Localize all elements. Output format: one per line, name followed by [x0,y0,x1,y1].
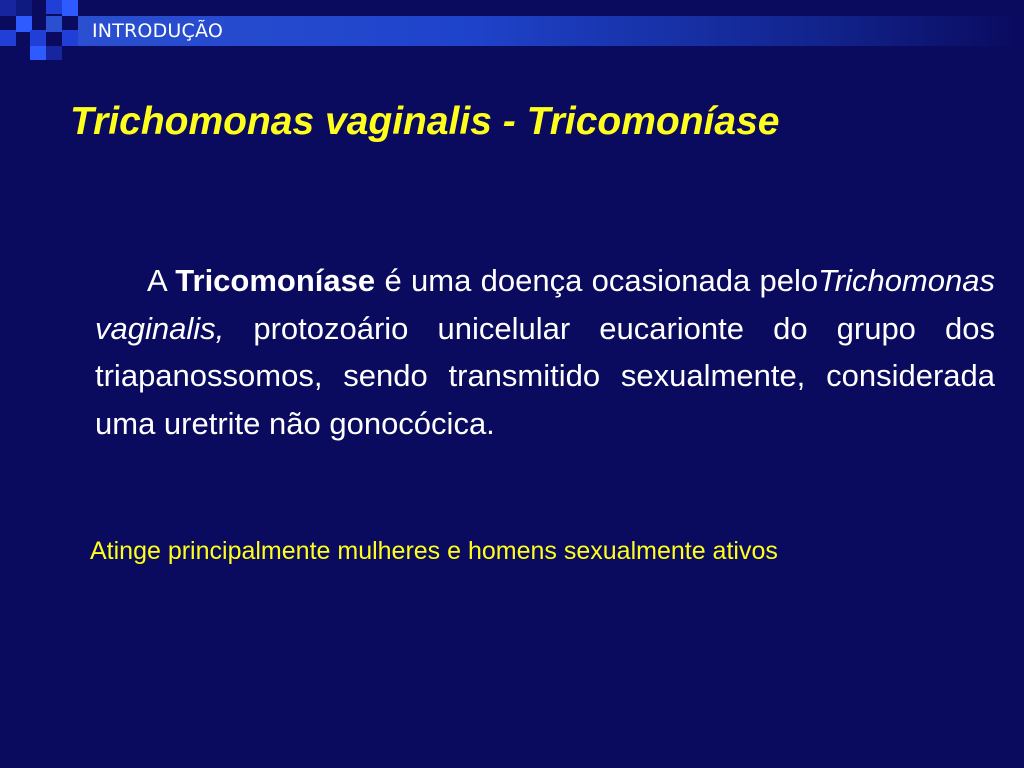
paragraph-lead: A [147,263,166,298]
paragraph-text-2: protozoário unicelular eucarionte do grupo dos triapanossomos, sendo transmitido sexualmente, considerada uma uretrite não gonocócica. [95,310,995,441]
decor-square [46,0,62,14]
decor-square [62,0,78,16]
paragraph-term: Tricomoníase [175,263,376,298]
decor-square [62,30,78,46]
section-label: INTRODUÇÃO [92,20,224,42]
note-text: Atinge principalmente mulheres e homens sexualmente ativos [90,537,778,565]
decor-square [30,30,46,46]
decor-square [46,16,62,32]
decor-square [16,0,32,16]
decor-square [0,30,16,46]
paragraph-organism: Trichomonas vaginalis, [95,263,995,346]
decor-square [30,46,46,60]
decor-square [46,46,62,60]
body-paragraph [95,257,995,447]
decor-square [0,0,16,16]
paragraph-text-1: é uma doença ocasionada pelo [384,263,819,298]
slide-title: Trichomonas vaginalis - Tricomoníase [70,100,780,143]
